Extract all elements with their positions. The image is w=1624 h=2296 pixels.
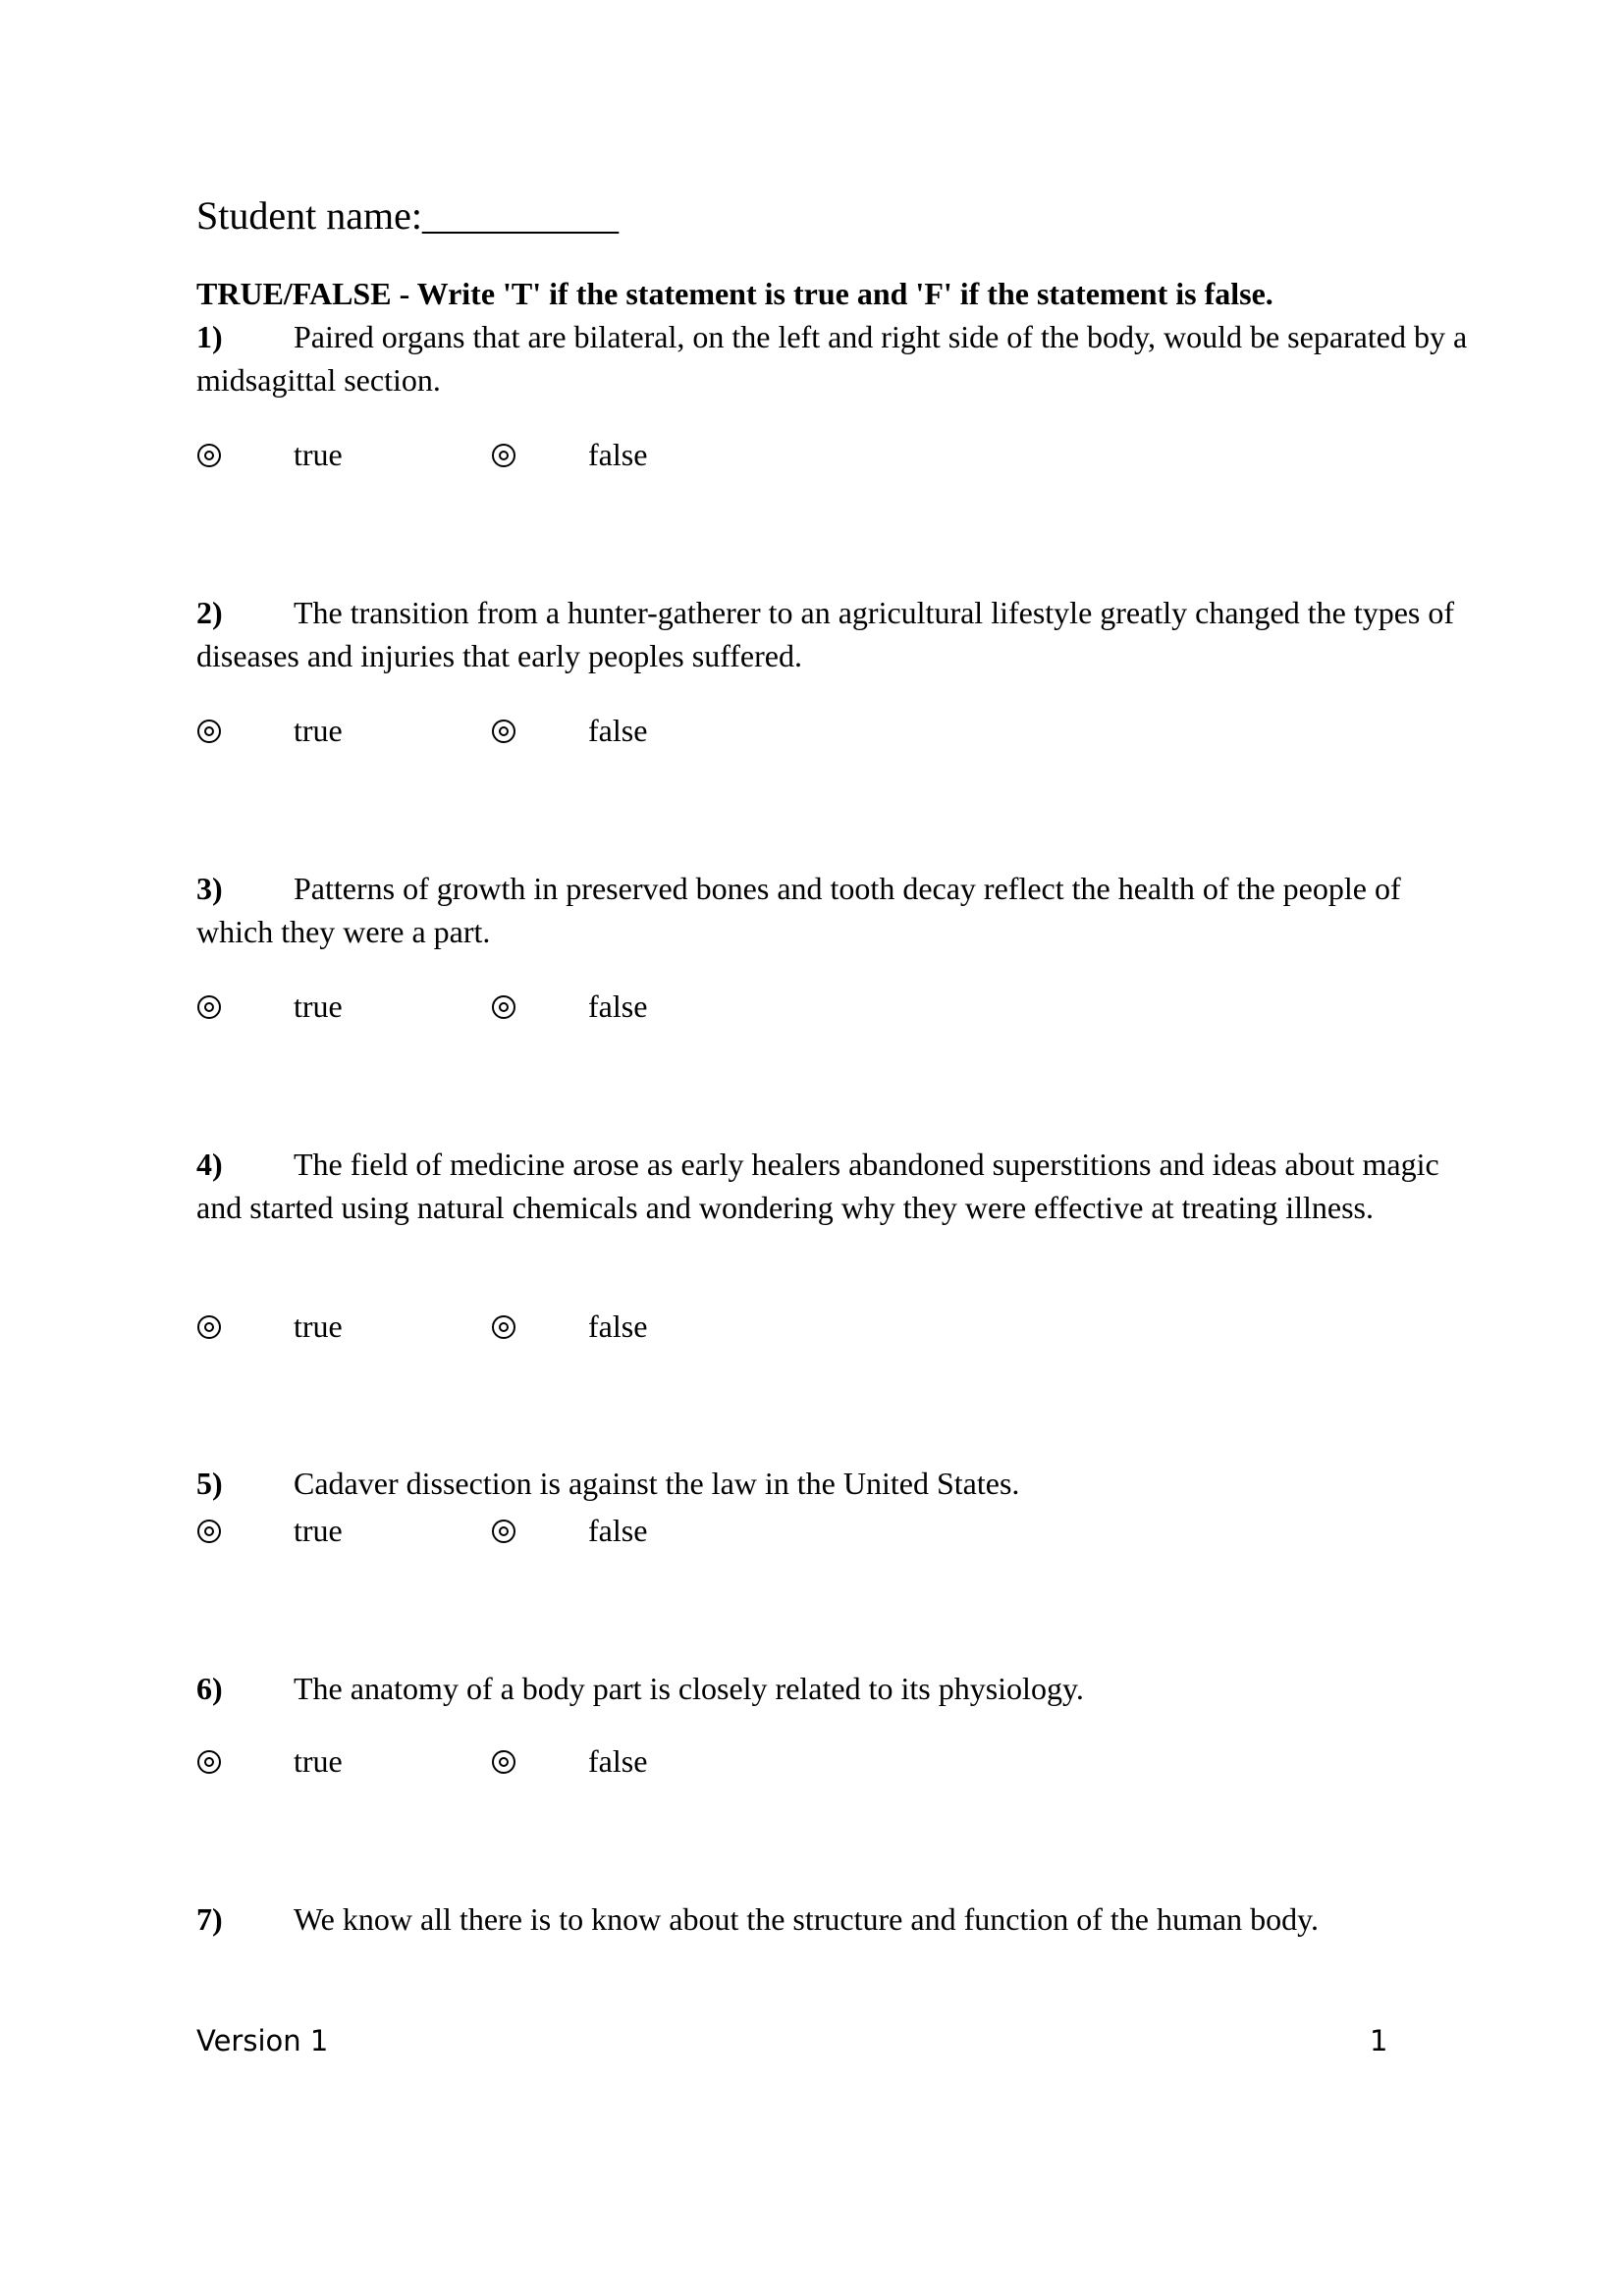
question-number: 5) <box>196 1466 223 1501</box>
option-label: false <box>588 713 648 748</box>
radio-icon[interactable] <box>491 1314 516 1340</box>
question-5-options <box>196 1509 884 1552</box>
version-label: Version 1 <box>196 2024 329 2057</box>
option-label: true <box>294 1513 343 1548</box>
question-text: We know all there is to know about the structure and function of the human body. <box>294 1901 1319 1937</box>
radio-icon[interactable] <box>196 994 222 1020</box>
question-1-options <box>196 433 884 476</box>
option-label: false <box>588 1308 648 1344</box>
option-label: false <box>588 1513 648 1548</box>
radio-icon[interactable] <box>491 994 516 1020</box>
radio-icon[interactable] <box>491 443 516 468</box>
option-label: true <box>294 437 343 472</box>
question-2 <box>196 591 1483 677</box>
radio-icon[interactable] <box>196 443 222 468</box>
page-number: 1 <box>1370 2024 1388 2057</box>
question-number: 4) <box>196 1147 223 1182</box>
question-6-options <box>196 1739 884 1783</box>
radio-icon[interactable] <box>196 1314 222 1340</box>
radio-icon[interactable] <box>196 1519 222 1544</box>
question-number: 1) <box>196 319 223 354</box>
option-label: false <box>588 437 648 472</box>
option-label: false <box>588 988 648 1024</box>
question-1 <box>196 315 1483 401</box>
radio-icon[interactable] <box>196 719 222 744</box>
radio-icon[interactable] <box>491 1749 516 1775</box>
instructions-heading: TRUE/FALSE - Write 'T' if the statement is true and 'F' if the statement is false. <box>196 276 1273 311</box>
question-number: 7) <box>196 1901 223 1937</box>
question-4 <box>196 1143 1483 1229</box>
question-text: The field of medicine arose as early healers abandoned superstitions and ideas about magic and started using natural chemicals and wondering why they were effective at treating illness. <box>196 1147 1439 1225</box>
question-text: Patterns of growth in preserved bones and tooth decay reflect the health of the people of which they were a part. <box>196 871 1401 949</box>
option-label: true <box>294 1308 343 1344</box>
radio-icon[interactable] <box>491 719 516 744</box>
question-3 <box>196 867 1483 953</box>
radio-icon[interactable] <box>196 1749 222 1775</box>
question-5 <box>196 1462 1483 1505</box>
question-3-options <box>196 985 884 1028</box>
option-label: true <box>294 713 343 748</box>
option-label: false <box>588 1743 648 1779</box>
question-2-options <box>196 709 884 752</box>
question-text: Cadaver dissection is against the law in the United States. <box>294 1466 1020 1501</box>
question-text: The transition from a hunter-gatherer to an agricultural lifestyle greatly changed the types of diseases and injuries that early peoples suffered. <box>196 595 1455 673</box>
radio-icon[interactable] <box>491 1519 516 1544</box>
student-name-field: Student name:__________ <box>196 193 619 238</box>
question-number: 6) <box>196 1671 223 1706</box>
question-number: 2) <box>196 595 223 630</box>
question-number: 3) <box>196 871 223 906</box>
question-text: The anatomy of a body part is closely related to its physiology. <box>294 1671 1084 1706</box>
question-7 <box>196 1897 1483 1941</box>
question-6 <box>196 1667 1483 1710</box>
option-label: true <box>294 988 343 1024</box>
question-text: Paired organs that are bilateral, on the left and right side of the body, would be separated by a midsagittal section. <box>196 319 1468 398</box>
option-label: true <box>294 1743 343 1779</box>
question-4-options <box>196 1305 884 1348</box>
